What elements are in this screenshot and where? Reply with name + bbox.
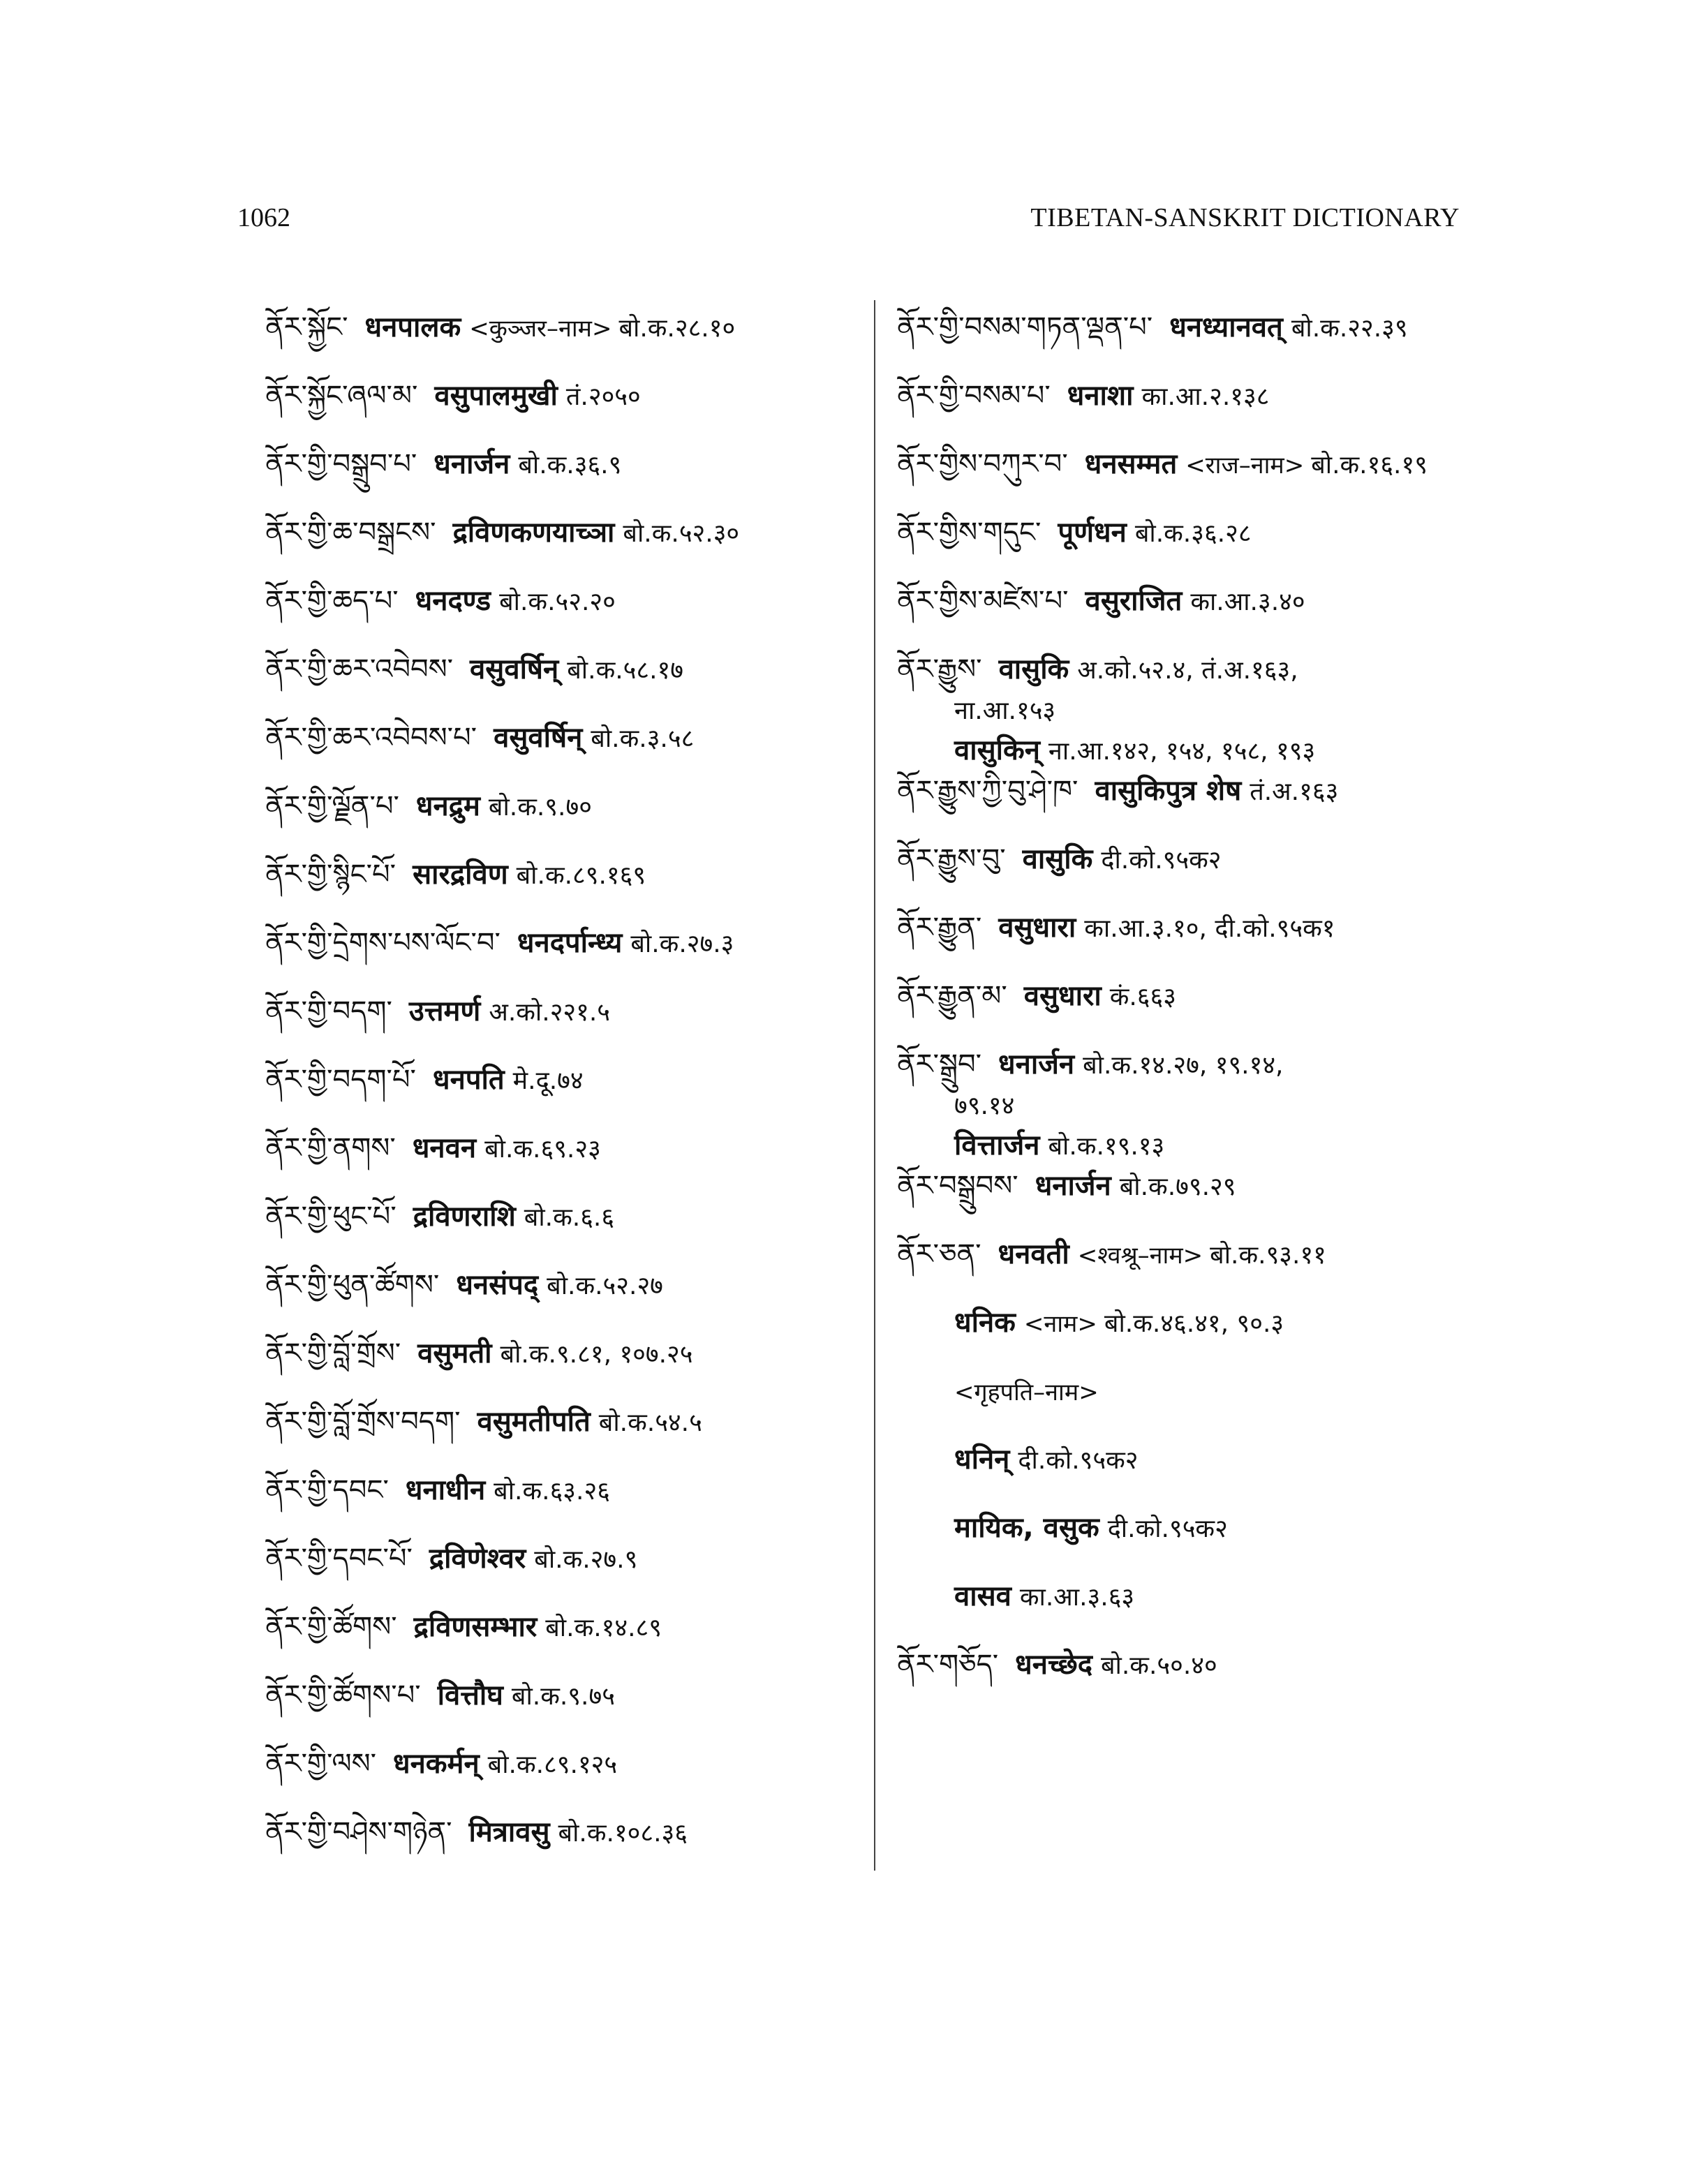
sanskrit-equivalent: धनदण्ड [415, 585, 491, 617]
source-reference: बो.क.९३.११ [1210, 1241, 1326, 1270]
source-reference: बो.क.२७.३ [630, 930, 734, 958]
tibetan-headword: ནོར་ཅན་ [897, 1238, 981, 1270]
tibetan-headword: ནོར་སྒྲུབ་ [897, 1048, 982, 1080]
dictionary-entry [897, 1644, 1525, 1713]
sanskrit-equivalent: धनिन् [954, 1443, 1010, 1476]
source-reference: का.आ.२.१३८ [1141, 382, 1270, 411]
sanskrit-equivalent: पूर्णधन [1058, 517, 1127, 549]
entry-note: <कुञ्जर–नाम> [469, 315, 612, 343]
dictionary-entry [897, 512, 1525, 581]
sanskrit-equivalent: वसुमतीपति [477, 1406, 591, 1438]
tibetan-headword: ནོར་གྱི་ཕུང་པོ་ [265, 1201, 396, 1233]
tibetan-headword: ནོར་བསྒྲུབས་ [897, 1170, 1018, 1202]
sanskrit-equivalent: धनदर्पान्ध्य [517, 927, 623, 959]
dictionary-entry [265, 444, 866, 512]
sanskrit-equivalent: धनार्जन [998, 1048, 1075, 1080]
sanskrit-equivalent: द्रविणसम्भार [413, 1611, 538, 1643]
source-reference: का.आ.३.६३ [1019, 1583, 1135, 1612]
sanskrit-equivalent: धनपालक [364, 311, 461, 343]
tibetan-headword: ནོར་གྱི་ཆར་འབེབས་ [265, 653, 454, 685]
entry-note: <श्वश्रू–नाम> [1077, 1242, 1203, 1270]
tibetan-headword: ནོར་རྒྱུས་བུ་ [897, 843, 1006, 875]
dictionary-entry [265, 854, 866, 923]
sanskrit-equivalent: धनाशा [1067, 380, 1134, 412]
sanskrit-equivalent: वसुराजित [1085, 585, 1183, 617]
tibetan-headword: ནོར་གྱི་ཕུན་ཚོགས་ [265, 1269, 440, 1301]
tibetan-headword: ནོར་གྱི་ཚོགས་ [265, 1611, 397, 1643]
source-reference: बो.क.५४.५ [598, 1409, 702, 1437]
dictionary-entry [897, 1302, 1525, 1371]
sanskrit-equivalent: वासव [954, 1580, 1011, 1612]
source-reference: कं.६६३ [1109, 983, 1176, 1011]
source-reference: ना.आ.१४२, १५४, १५८, १९३ [1048, 737, 1316, 766]
sanskrit-equivalent: वसुधारा [998, 912, 1076, 944]
sanskrit-equivalent: द्रविणकणयाच्ञा [452, 517, 615, 549]
dictionary-entry [897, 976, 1525, 1044]
sanskrit-equivalent: वसुवर्षिन् [494, 722, 583, 754]
dictionary-entry [897, 1576, 1525, 1644]
tibetan-headword: ནོར་གྱི་བསམ་གཏན་ལྡན་པ་ [897, 311, 1153, 343]
sanskrit-equivalent: वसुधारा [1023, 980, 1102, 1012]
dictionary-entry [265, 1128, 866, 1196]
source-reference: बो.क.८९.१२५ [487, 1751, 618, 1779]
dictionary-entry [265, 923, 866, 991]
source-reference: बो.क.१४.२७, १९.१४, [1083, 1051, 1284, 1080]
tibetan-headword: ནོར་གྱི་དབང་ [265, 1474, 389, 1506]
dictionary-entry [265, 1607, 866, 1675]
dictionary-entry [265, 1744, 866, 1812]
dictionary-entry [265, 1265, 866, 1333]
sanskrit-equivalent: वासुकि [1022, 843, 1093, 875]
entry-note: <राज–नाम> [1185, 452, 1305, 480]
tibetan-headword: ནོར་གྱི་བཤེས་གཉེན་ [265, 1816, 452, 1848]
tibetan-headword: ནོར་གྱིས་གདུང་ [897, 517, 1042, 549]
dictionary-entry [897, 649, 1525, 771]
dictionary-entry [897, 1508, 1525, 1576]
source-reference: अ.को.२२१.५ [489, 998, 611, 1027]
dictionary-entry [265, 1812, 866, 1880]
source-reference: बो.क.९.७० [488, 793, 592, 822]
dictionary-entry [897, 581, 1525, 649]
sanskrit-equivalent: वसुवर्षिन् [470, 653, 559, 685]
dictionary-entry [265, 581, 866, 649]
source-reference: अ.को.५२.४, तं.अ.१६३, [1077, 656, 1298, 685]
dictionary-entry [265, 307, 866, 376]
dictionary-entry [265, 1060, 866, 1128]
sanskrit-equivalent: धनवन [412, 1132, 477, 1164]
tibetan-headword: ནོར་གྱི་ནགས་ [265, 1132, 396, 1164]
source-reference: बो.क.२७.९ [534, 1545, 638, 1574]
source-reference: बो.क.६९.२३ [484, 1135, 601, 1164]
tibetan-headword: ནོར་གྱི་བདག་པོ་ [265, 1064, 416, 1096]
dictionary-entry [265, 1470, 866, 1538]
page-number: 1062 [237, 203, 290, 232]
tibetan-headword: ནོར་གྱི་ལྗོན་པ་ [265, 790, 399, 822]
sanskrit-equivalent: धनच्छेद [1015, 1649, 1092, 1681]
source-reference: बो.क.१६.१९ [1311, 451, 1428, 480]
source-reference: बो.क.१०८.३६ [558, 1819, 688, 1848]
dictionary-entry [265, 991, 866, 1060]
sanskrit-equivalent: वासुकिन् [954, 734, 1040, 766]
sanskrit-equivalent: धनाधीन [405, 1474, 486, 1506]
tibetan-headword: ནོར་རྒྱུས་ [897, 653, 982, 685]
tibetan-headword: ནོར་གྱི་བདག་ [265, 995, 392, 1027]
right-column [897, 307, 1525, 1713]
entry-note: <गृहपति–नाम> [954, 1379, 1099, 1406]
sanskrit-equivalent: द्रविणेश्वर [429, 1543, 526, 1575]
tibetan-headword: ནོར་གྱི་ཚོགས་པ་ [265, 1679, 421, 1711]
tibetan-headword: ནོར་གྱི་བློ་གྲོས་ [265, 1337, 401, 1369]
source-reference: ७९.१४ [954, 1092, 1015, 1120]
dictionary-entry [897, 1044, 1525, 1166]
source-reference: ना.आ.१५३ [954, 697, 1056, 725]
sanskrit-equivalent: सारद्रविण [413, 859, 508, 891]
dictionary-entry [265, 1402, 866, 1470]
source-reference: बो.क.३.५८ [591, 725, 695, 753]
dictionary-entry [897, 444, 1525, 512]
sanskrit-equivalent: धनार्जन [1035, 1170, 1111, 1202]
dictionary-entry [265, 786, 866, 854]
source-reference: बो.क.५२.३० [623, 519, 740, 548]
dictionary-entry [897, 839, 1525, 907]
tibetan-headword: ནོར་གྱི་བློ་གྲོས་བདག་ [265, 1406, 461, 1438]
source-reference: बो.क.२८.१० [618, 314, 736, 343]
source-reference: बो.क.६३.२६ [494, 1477, 610, 1506]
left-column [265, 307, 866, 1880]
source-reference: बो.क.४६.४१, ९०.३ [1104, 1309, 1284, 1338]
source-reference: तं.२०५० [565, 382, 641, 411]
sanskrit-equivalent: वित्तौघ [437, 1679, 503, 1711]
tibetan-headword: ནོར་གྱི་ལས་ [265, 1748, 376, 1780]
tibetan-headword: ནོར་གྱི་ཆར་འབེབས་པ་ [265, 722, 477, 754]
source-reference: दी.को.९५क२ [1018, 1446, 1139, 1475]
tibetan-headword: ནོར་གྱི་ཆ་བསྒྲངས་ [265, 517, 436, 549]
dictionary-entry [897, 1166, 1525, 1234]
tibetan-headword: ནོར་སྐྱོང་ [265, 311, 348, 343]
sanskrit-equivalent: मित्रावसु [468, 1816, 550, 1848]
tibetan-headword: ནོར་གྱི་སྙིང་པོ་ [265, 859, 396, 891]
dictionary-entry [897, 1234, 1525, 1302]
sanskrit-equivalent: वसुमती [417, 1337, 492, 1369]
tibetan-headword: ནོར་རྒྱུས་ཀྱི་བུ་ཤེ་ཁ་ [897, 775, 1079, 807]
source-reference: बो.क.३६.९ [518, 451, 622, 480]
dictionary-entry [265, 1333, 866, 1402]
source-reference: का.आ.३.१०, दी.को.९५क१ [1084, 914, 1335, 943]
sanskrit-equivalent: धनवती [998, 1238, 1069, 1270]
column-divider [874, 300, 875, 1871]
tibetan-headword: ནོར་གཅོད་ [897, 1649, 999, 1681]
tibetan-headword: ནོར་གྱི་ཆད་པ་ [265, 585, 399, 617]
dictionary-entry [897, 771, 1525, 839]
sanskrit-equivalent: धनकर्मन् [393, 1748, 480, 1780]
sanskrit-equivalent: द्रविणराशि [413, 1201, 516, 1233]
source-reference: बो.क.७९.२९ [1119, 1173, 1236, 1201]
source-reference: बो.क.१४.८९ [545, 1614, 662, 1642]
page-header [237, 202, 1460, 244]
source-reference: बो.क.१९.१३ [1048, 1132, 1165, 1161]
sanskrit-equivalent: धनार्जन [433, 448, 510, 480]
tibetan-headword: ནོར་རྒྱུན་མ་ [897, 980, 1007, 1012]
source-reference: बो.क.६.६ [524, 1203, 615, 1232]
sanskrit-equivalent: धनद्रुम [415, 790, 480, 822]
dictionary-entry [897, 1439, 1525, 1508]
dictionary-entry [265, 1538, 866, 1607]
dictionary-entry [265, 1675, 866, 1744]
dictionary-entry [265, 376, 866, 444]
sanskrit-equivalent: धनसंपद् [456, 1269, 539, 1301]
source-reference: बो.क.५२.२० [499, 588, 616, 616]
dictionary-entry [265, 649, 866, 718]
source-reference: बो.क.५०.४० [1100, 1651, 1217, 1680]
source-reference: बो.क.९.८१, १०७.२५ [500, 1340, 693, 1369]
source-reference: दी.को.९५क२ [1107, 1515, 1228, 1543]
source-reference: बो.क.८९.१६९ [516, 861, 646, 890]
running-head: TIBETAN-SANSKRIT DICTIONARY [1030, 203, 1460, 232]
tibetan-headword: ནོར་གྱི་དྲེགས་པས་ལོང་བ་ [265, 927, 501, 959]
source-reference: बो.क.२२.३९ [1291, 314, 1408, 343]
sanskrit-equivalent: धनपति [432, 1064, 505, 1096]
tibetan-headword: ནོར་རྒྱུན་ [897, 912, 982, 944]
source-reference: तं.अ.१६३ [1250, 778, 1339, 806]
tibetan-headword: ནོར་གྱིས་མཛེས་པ་ [897, 585, 1069, 617]
source-reference: बो.क.३६.२८ [1134, 519, 1252, 548]
tibetan-headword: ནོར་གྱི་བསམ་པ་ [897, 380, 1051, 412]
sanskrit-equivalent: वासुकि [998, 653, 1069, 685]
sanskrit-equivalent: धनिक [954, 1307, 1016, 1339]
sanskrit-equivalent: मायिक, वसुक [954, 1512, 1099, 1544]
sanskrit-equivalent: वित्तार्जन [954, 1129, 1040, 1161]
dictionary-entry [265, 1196, 866, 1265]
tibetan-headword: ནོར་གྱིས་བཀུར་བ་ [897, 448, 1068, 480]
source-reference: बो.क.५२.२७ [547, 1272, 663, 1300]
dictionary-entry [897, 907, 1525, 976]
dictionary-entry [897, 1371, 1525, 1439]
sanskrit-equivalent: धनसम्मत [1084, 448, 1178, 480]
tibetan-headword: ནོར་གྱི་བསྒྲུབ་པ་ [265, 448, 417, 480]
sanskrit-equivalent: वसुपालमुखी [434, 380, 558, 412]
source-reference: बो.क.५८.१७ [567, 656, 683, 685]
sanskrit-equivalent: धनध्यानवत् [1169, 311, 1283, 343]
dictionary-entry [265, 718, 866, 786]
dictionary-entry [897, 307, 1525, 376]
entry-note: <नाम> [1023, 1310, 1097, 1338]
sanskrit-equivalent: वासुकिपुत्र शेष [1095, 775, 1242, 807]
tibetan-headword: ནོར་སྐྱོང་ཞལ་མ་ [265, 380, 418, 412]
source-reference: दी.को.९५क२ [1101, 846, 1222, 875]
tibetan-headword: ནོར་གྱི་དབང་པོ་ [265, 1543, 413, 1575]
sanskrit-equivalent: उत्तमर्ण [408, 995, 481, 1027]
source-reference: का.आ.३.४० [1190, 588, 1305, 616]
source-reference: बो.क.९.७५ [511, 1682, 615, 1711]
source-reference: मे.दू.७४ [512, 1067, 584, 1095]
dictionary-entry [265, 512, 866, 581]
dictionary-entry [897, 376, 1525, 444]
